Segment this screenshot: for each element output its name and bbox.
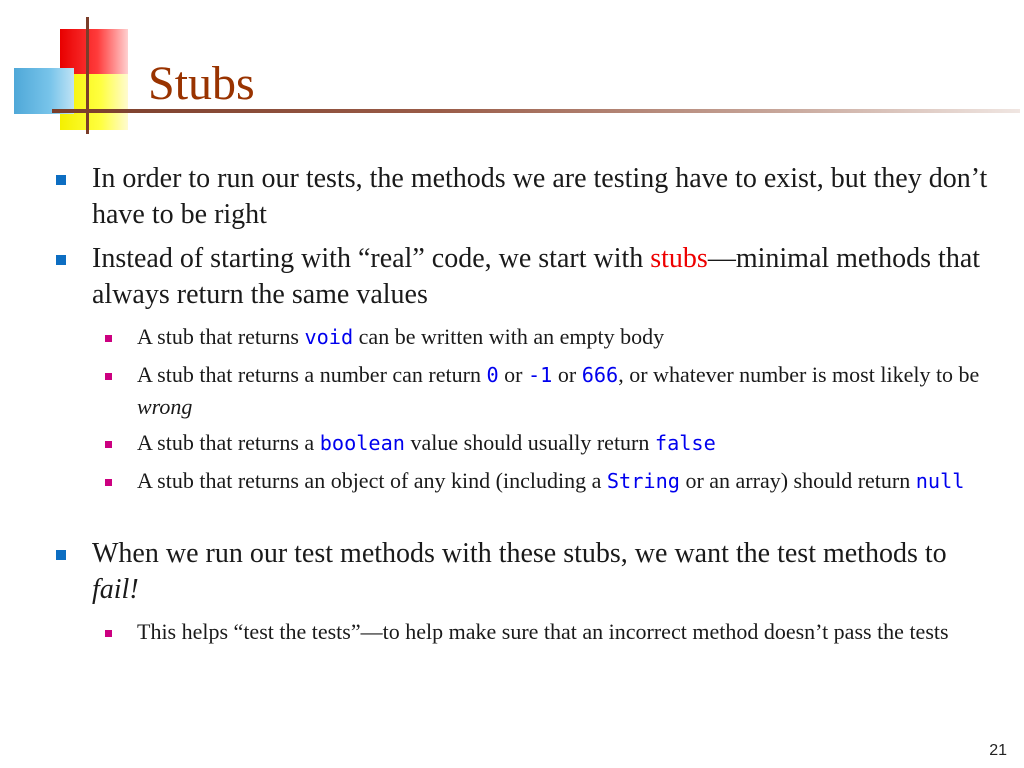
bullet-text: In order to run our tests, the methods we are testing have to exist, but they don’t have to be right — [92, 163, 988, 230]
page-number: 21 — [989, 742, 1007, 759]
bullet-text: A stub that returns a number can return — [137, 362, 487, 387]
code-minus-one: -1 — [527, 363, 553, 387]
bullet-text: , or whatever number is most likely to be — [618, 362, 980, 387]
code-666: 666 — [581, 363, 619, 387]
bullet-text: Instead of starting with “real” code, we start with — [92, 243, 651, 274]
bullet-text: This helps “test the tests”—to help make sure that an incorrect method doesn’t pass the tests — [137, 619, 949, 644]
blue-square-decoration — [14, 68, 74, 114]
code-boolean: boolean — [319, 431, 405, 455]
sub-bullet-marker-icon — [105, 441, 112, 448]
stubs-highlight: stubs — [650, 243, 708, 274]
sub-bullet-object-stub — [137, 465, 1002, 497]
sub-bullet-boolean-stub — [137, 427, 1002, 459]
bullet-text: value should usually return — [404, 430, 655, 455]
sub-bullet-marker-icon — [105, 335, 112, 342]
sub-bullet-number-stub — [137, 359, 1002, 422]
sub-bullet-marker-icon — [105, 373, 112, 380]
bullet-text: A stub that returns — [137, 324, 305, 349]
code-null: null — [915, 469, 965, 493]
emphasis-wrong: wrong — [137, 394, 193, 419]
slide-title: Stubs — [148, 57, 255, 110]
bullet-marker-icon — [56, 550, 66, 560]
bullet-text: or — [498, 362, 528, 387]
sub-bullet-marker-icon — [105, 630, 112, 637]
bullet-start-with-stubs — [92, 241, 997, 313]
bullet-text: A stub that returns a — [137, 430, 320, 455]
sub-bullet-test-the-tests — [137, 616, 1002, 647]
bullet-text: A stub that returns an object of any kind (including a — [137, 468, 607, 493]
sub-bullet-void-stub — [137, 321, 1002, 353]
bullet-marker-icon — [56, 175, 66, 185]
bullet-marker-icon — [56, 255, 66, 265]
decorative-logo — [0, 0, 140, 140]
bullet-tests-should-fail — [92, 536, 997, 608]
sub-bullet-marker-icon — [105, 479, 112, 486]
code-zero: 0 — [486, 363, 499, 387]
bullet-text: —minimal methods that always return the same values — [92, 243, 981, 310]
bullet-text: or an array) should return — [679, 468, 916, 493]
code-false: false — [654, 431, 716, 455]
vertical-rule — [86, 17, 89, 134]
bullet-text: can be written with an empty body — [353, 324, 665, 349]
bullet-text: or — [552, 362, 582, 387]
bullet-text: When we run our test methods with these stubs, we want the test methods to — [92, 538, 947, 569]
code-void: void — [304, 325, 354, 349]
emphasis-fail: fail! — [92, 574, 139, 605]
bullet-tests-need-methods — [92, 161, 997, 233]
code-string: String — [606, 469, 680, 493]
